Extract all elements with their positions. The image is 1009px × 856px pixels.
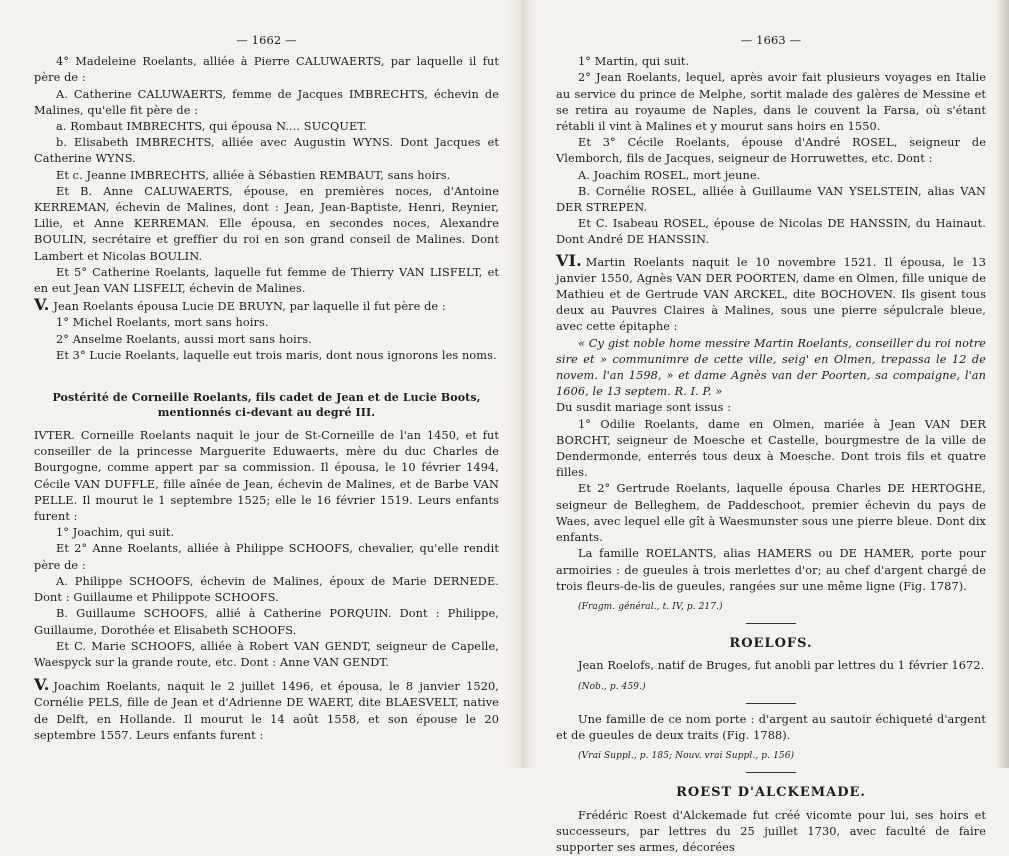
- paragraph: B. Guillaume SCHOOFS, allié à Catherine PORQUIN. Dont : Philippe, Guillaume, Dorothée et Elisabeth SCHOOFS.: [34, 607, 499, 637]
- reference-note: (Nob., p. 459.): [578, 681, 646, 692]
- paragraph: A. Joachim ROSEL, mort jeune.: [578, 168, 761, 182]
- divider: [746, 772, 796, 773]
- divider: [746, 703, 796, 704]
- paragraph: b. Elisabeth IMBRECHTS, alliée avec Augustin WYNS. Dont Jacques et Catherine WYNS.: [34, 136, 499, 166]
- paragraph: 2° Jean Roelants, lequel, après avoir fait plusieurs voyages en Italie au service du prince de Melphe, sortit malade des galères de Messine et se retira au royaume de Naples, dans le couvent la Farsa, où s'étant rétabli il vint à Malines et y mourut sans hoirs en 1550.: [556, 71, 986, 134]
- armorial-paragraph: Une famille de ce nom porte : d'argent au sautoir échiqueté d'argent et de gueules de deux traits (Fig. 1788).: [556, 712, 986, 742]
- paragraph: Et C. Marie SCHOOFS, alliée à Robert VAN GENDT, seigneur de Capelle, Waespyck sur la grande route, etc. Dont : Anne VAN GENDT.: [34, 639, 499, 669]
- page-edge: [995, 0, 1009, 768]
- section-heading: Postérité de Corneille Roelants, fils cadet de Jean et de Lucie Boots, mentionnés ci-devant au degré III.: [52, 391, 481, 420]
- generation-paragraph: [34, 297, 499, 315]
- paragraph: Et 2° Anne Roelants, alliée à Philippe SCHOOFS, chevalier, qu'elle rendit père de :: [34, 542, 499, 572]
- left-page: [34, 0, 499, 768]
- armorial-paragraph: La famille ROELANTS, alias HAMERS ou DE HAMER, porte pour armoiries : de gueules à trois merlettes d'or; au chef d'argent chargé de trois fleurs-de-lis de gueules, rangées sur une même ligne (Fig. 1787).: [556, 547, 986, 593]
- paragraph: 1° Joachim, qui suit.: [56, 526, 175, 540]
- paragraph: A. Philippe SCHOOFS, échevin de Malines, époux de Marie DERNEDE. Dont : Guillaume et Philippote SCHOOFS.: [34, 574, 499, 605]
- page-number: — 1663 —: [740, 33, 802, 47]
- paragraph: a. Rombaut IMBRECHTS, qui épousa N.... SUCQUET.: [56, 120, 367, 134]
- reference-note: (Vrai Suppl., p. 185; Nouv. vrai Suppl., p. 156): [578, 751, 795, 762]
- paragraph: Et 2° Gertrude Roelants, laquelle épousa Charles DE HERTOGHE, seigneur de Belleghem, de Paddeschoot, premier échevin du pays de Waes, avec lequel elle gît à Waesmunster sous une pierre bleue. Dont dix enfants.: [556, 482, 986, 545]
- divider: [746, 623, 796, 624]
- generation-marker: VI.: [556, 250, 582, 270]
- generation-marker: V.: [34, 675, 50, 695]
- paragraph-text: Joachim Roelants, naquit le 2 juillet 1496, et épousa, le 8 janvier 1520, Cornélie PELS, fille de Jean et d'Adrienne DE WAERT, dite BLAESVELT, native de Delft, en Hollande. Il mourut le 14 août 1558, et son épouse le 20 septembre 1557. Leurs enfants furent :: [34, 680, 499, 742]
- generation-marker: V.: [34, 295, 50, 315]
- paragraph: A. Catherine CALUWAERTS, femme de Jacques IMBRECHTS, échevin de Malines, qu'elle fit père de :: [34, 87, 499, 117]
- paragraph-text: Martin Roelants naquit le 10 novembre 1521. Il épousa, le 13 janvier 1550, Agnès VAN DER POORTEN, dame en Olmen, fille unique de Mathieu et de Gertrude VAN ARCKEL, dite BOCHOVEN. Ils gisent tous deux au Pauvres Claires à Malines, sous une pierre sépulcrale bleue, avec cette épitaphe :: [556, 255, 986, 334]
- generation-paragraph: [34, 677, 499, 744]
- book-gutter: [508, 0, 538, 768]
- paragraph: B. Cornélie ROSEL, alliée à Guillaume VAN YSELSTEIN, alias VAN DER STREPEN.: [556, 184, 986, 215]
- paragraph: Et 3° Cécile Roelants, épouse d'André ROSEL, seigneur de Vlemborch, fils de Jacques, seigneur de Horruwettes, etc. Dont :: [556, 136, 986, 166]
- right-page: [556, 0, 986, 854]
- paragraph: Et 5° Catherine Roelants, laquelle fut femme de Thierry VAN LISFELT, et en eut Jean VAN LISFELT, échevin de Malines.: [34, 265, 499, 296]
- paragraph: Et 3° Lucie Roelants, laquelle eut trois maris, dont nous ignorons les noms.: [56, 348, 497, 362]
- paragraph: Frédéric Roest d'Alckemade fut créé vicomte pour lui, ses hoirs et successeurs, par lettres du 25 juillet 1730, avec faculté de faire supporter ses armes, décorées: [556, 808, 986, 854]
- paragraph: 4° Madeleine Roelants, alliée à Pierre CALUWAERTS, par laquelle il fut père de :: [34, 55, 499, 85]
- paragraph: 1° Michel Roelants, mort sans hoirs.: [56, 316, 269, 330]
- paragraph-text: Jean Roelants épousa Lucie DE BRUYN, par laquelle il fut père de :: [53, 300, 446, 314]
- paragraph: 1° Martin, qui suit.: [578, 55, 690, 69]
- paragraph: Et B. Anne CALUWAERTS, épouse, en premières noces, d'Antoine KERREMAN, échevin de Malines, dont : Jean, Jean-Baptiste, Henri, Reynier, Lilie, et Anne KERREMAN. Elle épousa, en secondes noces, Alexandre BOULIN, secrétaire et greffier du roi en son grand conseil de Malines. Dont Lambert et Nicolas BOULIN.: [34, 184, 499, 263]
- generation-paragraph: IVTER. Corneille Roelants naquit le jour de St-Corneille de l'an 1450, et fut conseiller de la princesse Marguerite Eduwaerts, mère du duc Charles de Bourgogne, comme appert par sa commission. Il épousa, le 10 février 1494, Cécile VAN DUFFLE, fille aînée de Jean, échevin de Malines, et de Barbe VAN PELLE. Il mourut le 1 septembre 1525; elle le 16 février 1519. Leurs enfants furent :: [34, 429, 499, 524]
- family-heading: ROELOFS.: [729, 636, 813, 652]
- paragraph: 2° Anselme Roelants, aussi mort sans hoirs.: [56, 332, 312, 346]
- family-heading: ROEST D'ALCKEMADE.: [676, 785, 866, 801]
- epitaph-text: « Cy gist noble home messire Martin Roelants, conseiller du roi notre sire et » communimre de cette ville, seig' en Olmen, trepassa le 12 de novem. l'an 1598, » et dame Agnès van der Poorten, sa compaigne, l'an 1606, le 13 septem. R. I. P. »: [556, 336, 986, 399]
- reference-note: (Fragm. général., t. IV, p. 217.): [578, 601, 723, 612]
- epitaph: [556, 336, 986, 401]
- paragraph: Et c. Jeanne IMBRECHTS, alliée à Sébastien REMBAUT, sans hoirs.: [56, 168, 451, 182]
- paragraph: 1° Odilie Roelants, dame en Olmen, mariée à Jean VAN DER BORCHT, seigneur de Moesche et Castelle, bourgmestre de la ville de Dendermonde, enterrés tous deux à Moesche. Dont trois fils et quatre filles.: [556, 417, 986, 480]
- paragraph: Jean Roelofs, natif de Bruges, fut anobli par lettres du 1 février 1672.: [578, 659, 985, 673]
- page-number: — 1662 —: [236, 33, 297, 47]
- paragraph: Et C. Isabeau ROSEL, épouse de Nicolas DE HANSSIN, du Hainaut. Dont André DE HANSSIN.: [556, 217, 986, 247]
- generation-paragraph: [556, 250, 986, 336]
- paragraph: Du susdit mariage sont issus :: [556, 401, 732, 415]
